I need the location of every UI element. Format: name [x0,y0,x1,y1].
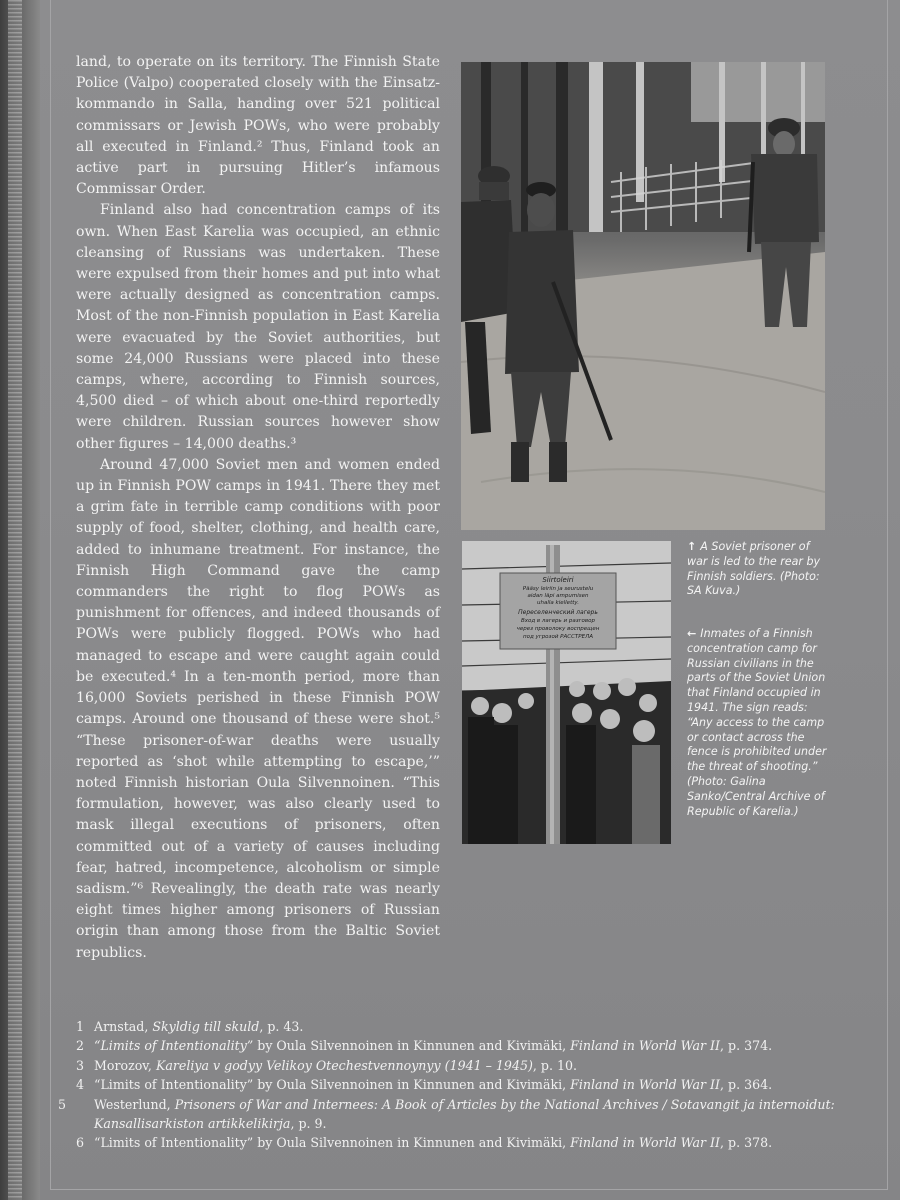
footnote-number: 6 [76,1135,85,1151]
adjacent-page-strip [8,0,22,1200]
sign-line-2: Pääsy leiriin ja seurustelu [522,586,594,592]
caption-concentration-camp [687,627,832,819]
photo-soviet-prisoner [461,62,825,530]
footnote-4: 4 “Limits of Intentionality” by Oula Silvennoinen in Kinnunen and Kivimäki, Finland in World War II, p. 364. [76,1075,876,1094]
caption-2-text: Inmates of a Finnish concentration camp for Russian civilians in the parts of the Soviet Union that Finland occupied in 1941. The sign reads: “Any access to the camp or contact across the fence is prohibited under the threat of shooting.” (Photo: Galina Sanko/Central Archive of Republic of Karelia.) [687,627,827,818]
arrow-up-icon: ↑ [687,540,697,553]
footnote-number: 3 [76,1057,85,1073]
footnotes [58,1017,876,1153]
caption-soviet-prisoner [687,540,827,599]
footnote-number: 2 [76,1038,85,1054]
paragraph-2: Finland also had concentration camps of its own. When East Karelia was occupied, an ethnic cleansing of Russians was undertaken. These were expulsed from their homes and put into what were actually designed as concentration camps. Most of the non-Finnish population in East Karelia were evacuated by the Soviet authorities, but some 24,000 Russians were placed into these camps, where, according to Finnish sources, 4,500 died – of which about one-third reportedly were children. Russian sources however show other figures – 14,000 deaths.³ [76,202,440,452]
photo-concentration-camp [462,541,671,844]
paragraph-1: land, to operate on its territory. The Finnish State Police (Valpo) cooperated closely with the Einsatzkommando in Salla, handing over 521 political commissars or Jewish POWs, who were probably all executed in Finland.² Thus, Finland took an active part in pursuing Hitler’s infamous Commissar Order. [76,54,440,198]
adjacent-page-edge [0,0,40,1200]
sign-line-1: Siirtoleiri [542,576,574,584]
footnote-3: 3 Morozov, Kareliya v godyy Velikoy Otechestvennoynyy (1941 – 1945), p. 10. [76,1056,876,1075]
sign-line-7: через проволоку воспрещен [516,626,600,632]
book-page [40,0,900,1200]
footnote-number: 1 [76,1019,85,1034]
caption-1-text: A Soviet prisoner of war is led to the rear by Finnish soldiers. (Photo: SA Kuva.) [687,540,821,598]
sign-line-4: uhalla kielletty. [537,600,579,606]
sign-line-6: Вход в лагерь и разговор [520,618,596,624]
sign-line-3: aidan läpi ampumisen [527,593,589,599]
footnote-5: 5 Westerlund, Prisoners of War and Internees: A Book of Articles by the National Archives / Sotavangit ja internoidut: Kansallisarkiston artikkelikirja, p. 9. [58,1096,835,1132]
footnote-1: 1 Arnstad, Skyldig till skuld, p. 43. [76,1017,876,1036]
footnote-number: 4 [76,1077,85,1093]
sign-line-8: под угрозой РАССТРЕЛА [523,634,593,640]
paragraph-3: Around 47,000 Soviet men and women ended up in Finnish POW camps in 1941. There they met a grim fate in terrible camp conditions with poor supply of food, shelter, clothing, and health care, added to inhumane treatment. For instance, the Finnish High Command gave the camp commanders the right to flog POWs as punishment for offences, and indeed thousands of POWs were publicly flogged. POWs who had managed to escape and were caught again could be executed.⁴ In a ten-month period, more than 16,000 Soviets perished in these Finnish POW camps. Around one thousand of these were shot.⁵ “These prisoner-of-war deaths were usually reported as ‘shot while attempting to escape,’” noted Finnish historian Oula Silvennoinen. “This formulation, however, was also clearly used to mask illegal executions of prisoners, often committed out of a variety of causes including fear, hatred, incompetence, alcoholism or simple sadism.”⁶ Revealingly, the death rate was nearly eight times higher among prisoners of Russian origin than among those from the Baltic Soviet republics. [76,456,440,961]
main-text-column [76,52,440,964]
footnote-6: 6 “Limits of Intentionality” by Oula Silvennoinen in Kinnunen and Kivimäki, Finland in World War II, p. 378. [76,1133,876,1152]
footnote-number: 5 [58,1096,67,1112]
sign-line-5: Переселенческий лагерь [518,609,598,616]
arrow-left-icon: ← [687,627,697,640]
footnote-2: 2 “Limits of Intentionality” by Oula Silvennoinen in Kinnunen and Kivimäki, Finland in World War II, p. 374. [76,1036,876,1055]
